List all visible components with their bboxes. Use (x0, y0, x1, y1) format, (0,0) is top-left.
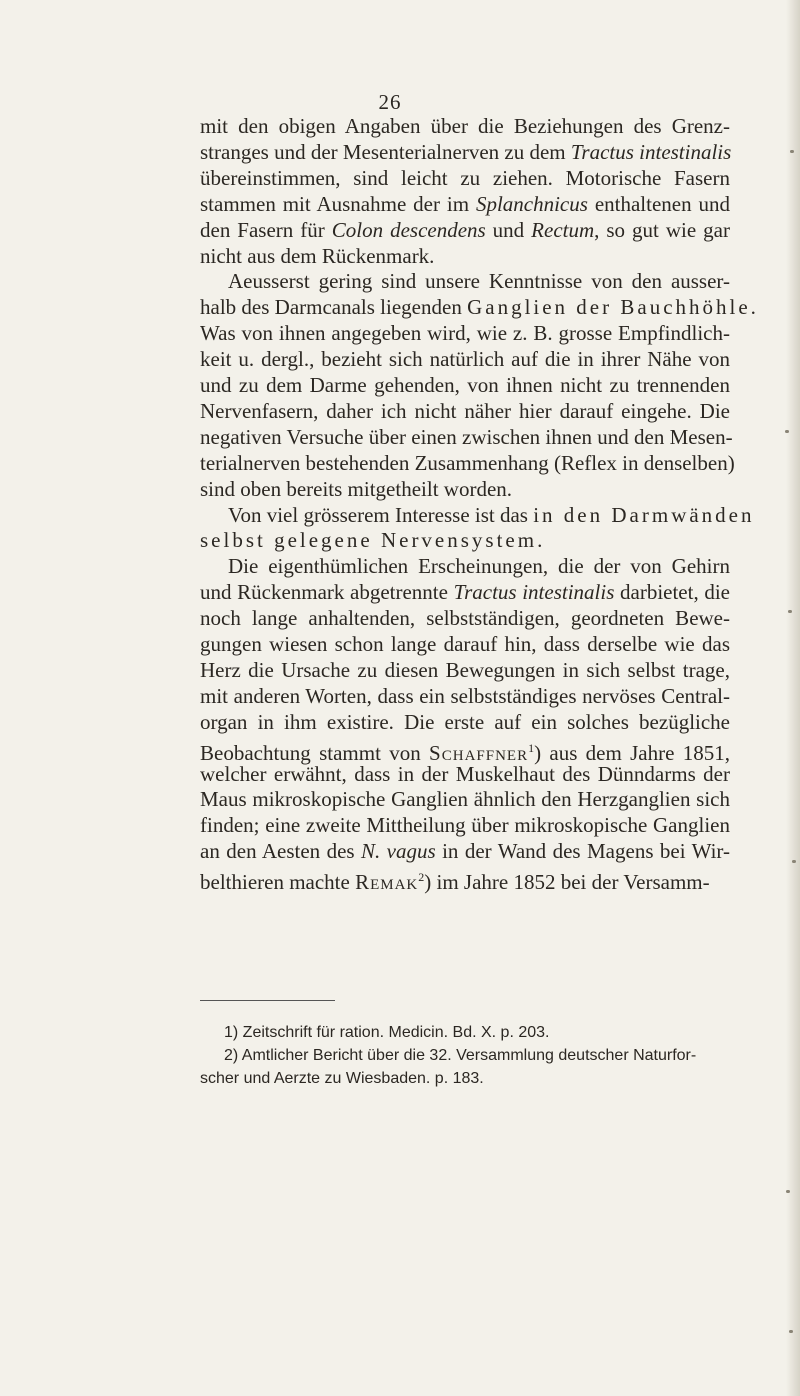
footnote: 2) Amtlicher Bericht über die 32. Versammlung deutscher Naturfor- (224, 1047, 697, 1064)
text-run: ) aus dem Jahre 1851, (534, 741, 730, 765)
text-run: nicht aus dem Rückenmark. (200, 244, 435, 268)
text-run: Aeusserst gering sind unsere Kenntnisse von den ausser- (228, 269, 730, 293)
text-line (200, 762, 730, 787)
text-run: , so gut wie gar (594, 218, 730, 242)
page-number: 26 (378, 90, 402, 114)
text-line (228, 554, 730, 579)
scan-speck (785, 430, 789, 433)
text-line (200, 606, 730, 631)
text-line (200, 192, 730, 217)
text-line (200, 166, 730, 191)
footnote-marker: 2 (418, 870, 425, 884)
text-run: Herz die Ursache zu diesen Bewegungen in sich selbst trage, (200, 658, 730, 682)
page-edge-shadow (786, 0, 800, 1396)
text-run: übereinstimmen, sind leicht zu ziehen. Motorische Fasern (200, 166, 730, 190)
text-run: mit den obigen Angaben über die Beziehungen des Grenz- (200, 114, 730, 138)
text-line (200, 658, 730, 683)
text-line (200, 373, 730, 398)
text-run: Beobachtung stammt von (200, 741, 430, 765)
text-line (200, 295, 756, 320)
text-run: . (750, 295, 756, 319)
text-line (200, 218, 730, 243)
text-run: belthieren machte (200, 870, 356, 894)
text-run: halb des Darmcanals liegenden (200, 295, 468, 319)
text-line (200, 321, 730, 346)
italic-text: Splanchnicus (475, 192, 588, 216)
text-run: negativen Versuche über einen zwischen ihnen und den Mesen- (200, 425, 733, 449)
text-run: und Rückenmark abgetrennte (200, 580, 454, 604)
text-line (200, 114, 730, 139)
text-line (200, 451, 735, 476)
text-run: an den Aesten des (200, 839, 361, 863)
text-run: gungen wiesen schon lange darauf hin, dass derselbe wie das (200, 632, 730, 656)
author-name: Remak (355, 870, 419, 894)
text-run: stammen mit Ausnahme der im (200, 192, 476, 216)
italic-text: Tractus intestinalis (570, 140, 732, 164)
scan-speck (788, 610, 792, 613)
italic-text: Tractus intestinalis (453, 580, 615, 604)
text-run: . (537, 528, 543, 552)
text-run: und (485, 218, 532, 242)
scan-speck (792, 860, 796, 863)
author-name: Schaffner (429, 741, 529, 765)
text-line (200, 347, 730, 372)
text-line (200, 839, 730, 864)
text-line (200, 140, 730, 165)
text-run: Die eigenthümlichen Erscheinungen, die der von Gehirn (228, 554, 730, 578)
text-line (200, 787, 730, 812)
text-line (200, 580, 730, 605)
text-run: stranges und der Mesenterialnerven zu dem (200, 140, 571, 164)
text-line (200, 710, 730, 735)
text-line (228, 503, 755, 528)
text-line (200, 477, 730, 502)
footnote-divider (200, 1000, 335, 1001)
text-line (200, 632, 730, 657)
spaced-emphasis-text: selbst gelegene Nervensystem (200, 528, 538, 552)
italic-text: N. vagus (360, 839, 436, 863)
text-run: und zu dem Darme gehenden, von ihnen nicht zu trennenden (200, 373, 730, 397)
text-line (200, 425, 733, 450)
text-line (200, 399, 730, 424)
text-line (200, 684, 730, 709)
italic-text: Rectum (531, 218, 595, 242)
text-run: den Fasern für (200, 218, 332, 242)
text-run: sind oben bereits mitgetheilt worden. (200, 477, 513, 501)
text-run: noch lange anhaltenden, selbstständigen, geordneten Bewe- (200, 606, 730, 630)
text-run: finden; eine zweite Mittheilung über mikroskopische Ganglien (200, 813, 730, 837)
scan-speck (786, 1190, 790, 1193)
text-run: terialnerven bestehenden Zusammenhang (Reflex in denselben) (200, 451, 735, 475)
footnote: scher und Aerzte zu Wiesbaden. p. 183. (200, 1070, 484, 1087)
text-run: welcher erwähnt, dass in der Muskelhaut des Dünndarms der (200, 762, 730, 786)
footnote: 1) Zeitschrift für ration. Medicin. Bd. X. p. 203. (224, 1024, 550, 1041)
text-line (200, 244, 730, 269)
text-run: in der Wand des Magens bei Wir- (435, 839, 730, 863)
footnote-marker: 1 (528, 741, 535, 755)
spaced-emphasis-text: in den Darmwänden (533, 503, 755, 527)
text-line (200, 528, 730, 553)
text-run: Nervenfasern, daher ich nicht näher hier darauf eingehe. Die (200, 399, 730, 423)
text-run: enthaltenen und (587, 192, 730, 216)
spaced-emphasis-text: Ganglien der Bauchhöhle (467, 295, 751, 319)
text-run: ) im Jahre 1852 bei der Versamm- (424, 870, 710, 894)
text-run: Maus mikroskopische Ganglien ähnlich den Herzganglien sich (200, 787, 730, 811)
scan-speck (789, 1330, 793, 1333)
scan-speck (790, 150, 794, 153)
text-line (200, 865, 730, 895)
italic-text: Colon descendens (331, 218, 486, 242)
text-run: keit u. dergl., bezieht sich natürlich auf die in ihrer Nähe von (200, 347, 730, 371)
text-line (200, 813, 730, 838)
text-run: Von viel grösserem Interesse ist das (228, 503, 534, 527)
text-run: darbietet, die (614, 580, 730, 604)
text-run: mit anderen Worten, dass ein selbstständiges nervöses Central- (200, 684, 730, 708)
text-run: Was von ihnen angegeben wird, wie z. B. grosse Empfindlich- (200, 321, 730, 345)
text-line (228, 269, 730, 294)
text-run: organ in ihm existire. Die erste auf ein solches bezügliche (200, 710, 730, 734)
